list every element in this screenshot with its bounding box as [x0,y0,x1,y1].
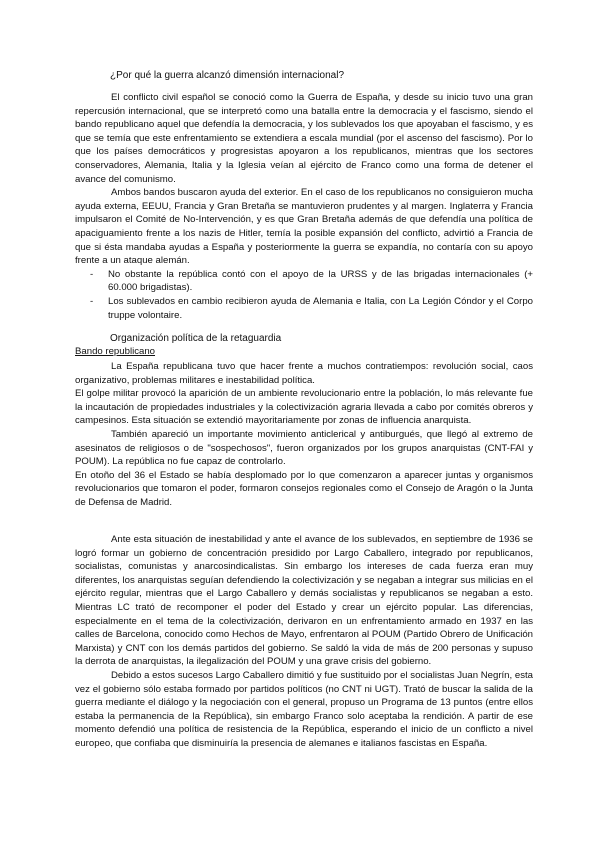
paragraph: En otoño del 36 el Estado se había desplomado por lo que comenzaron a aparecer juntas y organismos revolucionarios que tomaron el poder, formaron consejos regionales como el Consejo de Aragón o la Junta de Defensa de Madrid. [75,469,533,508]
list-item [75,295,533,322]
bullet-marker: - [90,295,94,307]
paragraph: El conflicto civil español se conoció como la Guerra de España, y desde su inicio tuvo una gran repercusión internacional, que se interpretó como una batalla entre la democracia y el fascismo, siendo el bando republicano aquel que defendía la democracia, y los sublevados los que apoyaban el fascismo, y es que se temía que este enfrentamiento se extendiera a escala mundial (por el ascenso del fascismo). Por lo que los países democráticos y progresistas apoyaron a los republicanos, mientras que los sectores conservadores, Alemania, Italia y la Iglesia veían al ejército de Franco como una forma de detener el avance del comunismo. [75,92,533,185]
list-item [75,268,533,295]
paragraph: Ante esta situación de inestabilidad y ante el avance de los sublevados, en septiembre de 1936 se logró formar un gobierno de concentración presidido por Largo Caballero, integrado por republicanos, socialistas, comunistas y anarcosindicalistas. Sin embargo los intereses de cada fuerza eran muy diferentes, los anarquistas seguían defendiendo la colectivización y se negaban a integrar sus milicias en el ejército regular, mientras que el Largo Caballero y demás socialistas y republicanos se negaban a esto. Mientras LC trató de recomponer el poder del Estado y crear un ejército popular. Las diferencias, especialmente en el tema de la colectivización, derivaron en un enfrentamiento armado en 1937 en las calles de Barcelona, conocido como Hechos de Mayo, enfrentaron al POUM (Partido Obrero de Unificación Marxista) y CNT con los demás partidos del gobierno. Se saldó la vida de más de 200 personas y supuso la derrota de anarquistas, la ilegalización del POUM y una grave crisis del gobierno. [75,534,533,668]
subsection-title-republican: Bando republicano [75,346,156,357]
paragraph: También apareció un importante movimiento anticlerical y antiburgués, que llegó al extremo de asesinatos de religiosos o de "sospechosos", fueron organizados por los grupos anarquistas (CNT-FAI y POUM). La república no fue capaz de controlarlo. [75,428,533,468]
section-rearguard-body [75,360,533,510]
section-international-body [75,91,533,322]
section-title-international: ¿Por qué la guerra alcanzó dimensión internacional? [110,70,345,81]
bullet-marker: - [90,268,94,280]
list-item-text: No obstante la república contó con el apoyo de la URSS y de las brigadas internacionales (+ 60.000 brigadistas). [108,268,533,294]
paragraph: Ambos bandos buscaron ayuda del exterior. En el caso de los republicanos no consiguieron mucha ayuda externa, EEUU, Francia y Gran Bretaña se mantuvieron prudentes y al margen. Inglaterra y Francia impulsaron el Comité de No-Intervención, y es que Gran Bretaña además de que defendía una política de apaciguamiento frente a los nazis de Hitler, temía la posible expansión del conflicto, advirtió a Francia de que si ésta mandaba ayudas a España y posteriormente la guerra se expandía, no contaría con su apoyo frente a un ataque alemán. [75,187,533,267]
paragraph: Debido a estos sucesos Largo Caballero dimitió y fue sustituido por el socialistas Juan Negrín, esta vez el gobierno sólo estaba formado por partidos políticos (no CNT ni UGT). Trató de buscar la salida de la guerra mediante el diálogo y la negociación con el general, propuso un Programa de 13 puntos (entre ellos estaba la permanencia de la República), sin embargo Franco solo aceptaba la rendición. A partir de ese momento defendió una política de resistencia de la República, esperando el inicio de un conflicto a nivel europeo, que confiaba que disminuiría la presencia de alemanes e italianos fascistas en España. [75,669,533,749]
list-item-text: Los sublevados en cambio recibieron ayuda de Alemania e Italia, con La Legión Cóndor y el Corpo truppe volontaire. [108,295,533,321]
bullet-list [75,268,533,322]
section-government-body [75,533,533,751]
paragraph: El golpe militar provocó la aparición de un ambiente revolucionario entre la población, lo más relevante fue la incautación de propiedades industriales y la colectivización agraria llevada a cabo por comités obreros y campesinos. Esta situación se extendió mayoritariamente por zonas de influencia anarquista. [75,388,533,427]
paragraph: La España republicana tuvo que hacer frente a muchos contratiempos: revolución social, caos organizativo, problemas militares e inestabilidad política. [75,361,533,386]
section-title-rearguard: Organización política de la retaguardia [110,333,282,344]
